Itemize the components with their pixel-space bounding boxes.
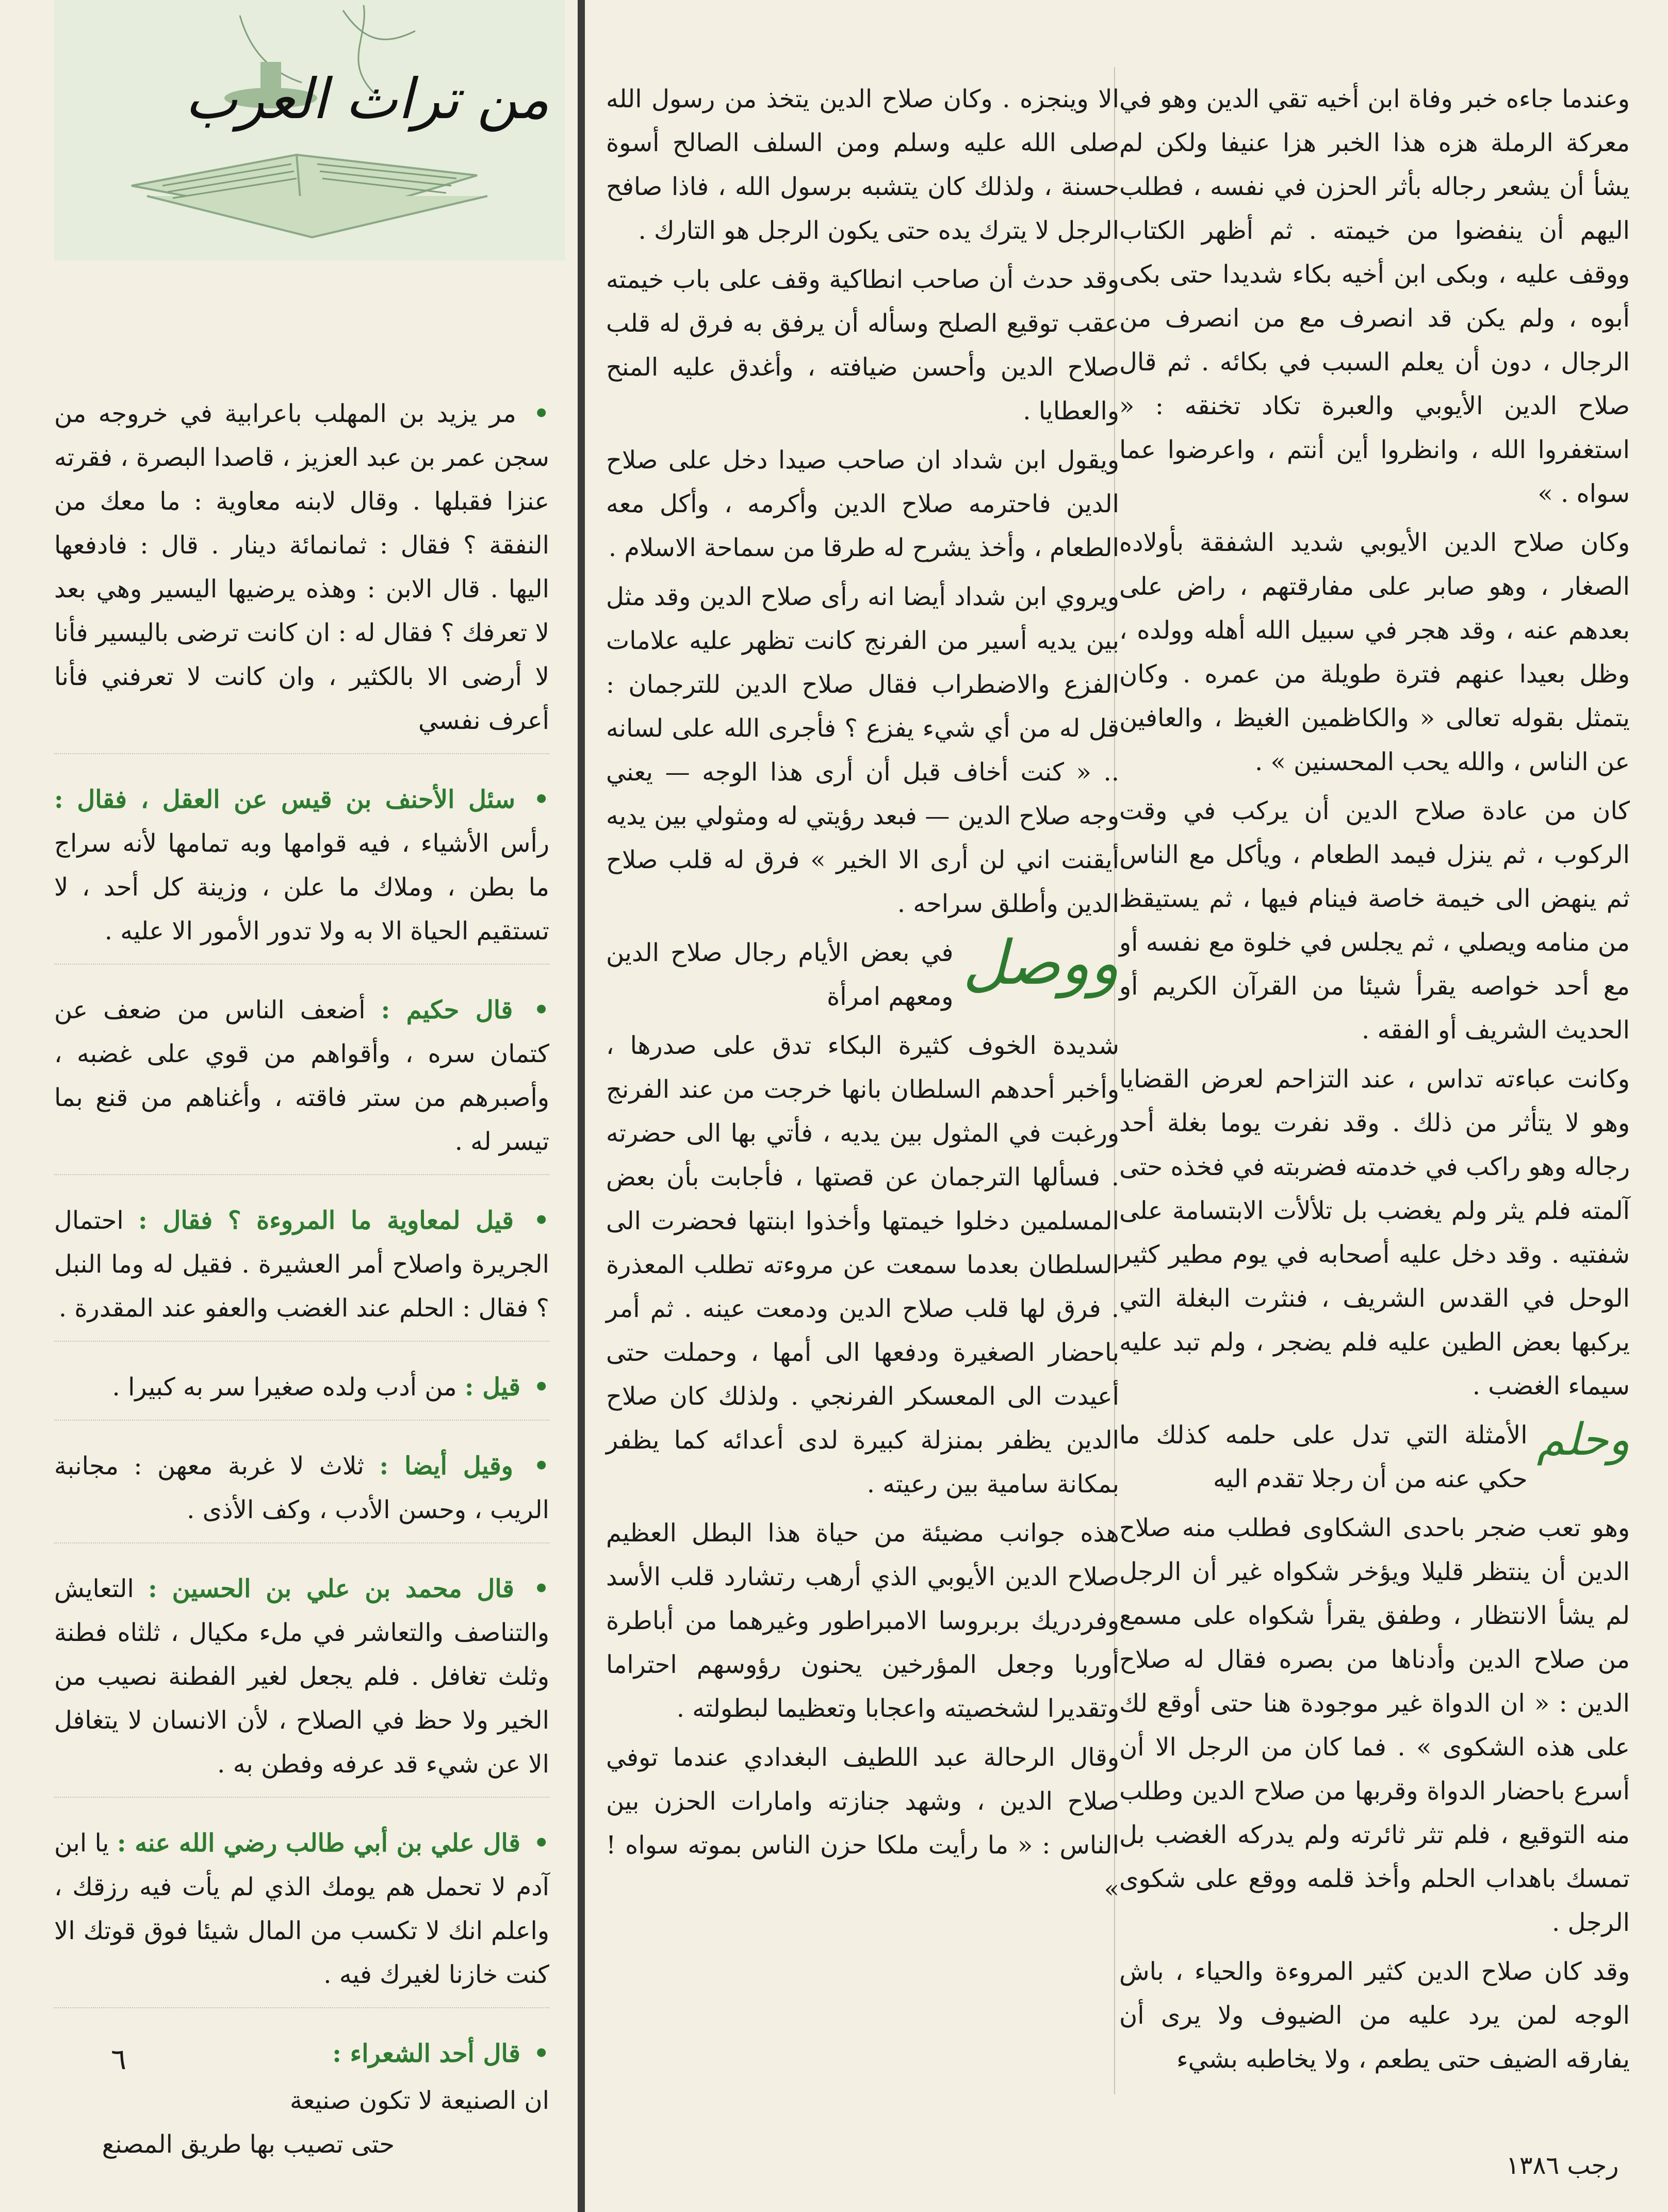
section-start [1119,1413,1630,1501]
list-item [54,1365,549,1421]
poem-verse [54,2079,549,2167]
item-lead: قال حكيم : [381,996,513,1024]
paragraph: وقد كان صلاح الدين كثير المروءة والحياء ، باش الوجه لمن يرد عليه من الضيوف ولا يرى أن يفارقه الضيف حتى يطعم ، ولا يخاطبه بشيء [1119,1957,1630,2074]
verse-line: حتى تصيب بها طريق المصنع [102,2130,395,2159]
bullet-icon: • [533,2039,549,2068]
right-column [1119,77,1630,2087]
section-mark: ووصل [962,927,1119,998]
paragraph: ويروي ابن شداد أيضا انه رأى صلاح الدين وقد مثل بين يديه أسير من الفرنج كانت تظهر عليه علامات الفزع والاضطراب فقال صلاح الدين للترجمان : قل له من أي شيء يفزع ؟ فأجرى الله على لسانه .. « كنت أخاف قبل أن أرى هذا الوجه — يعني وجه صلاح الدين — فبعد رؤيتي له ومثولي بين يديه أيقنت اني لن أرى الا الخير » فرق له قلب صلاح الدين وأطلق سراحه . [606,582,1120,918]
list-item [54,392,549,754]
list-item [54,1821,549,2008]
item-lead: سئل الأحنف بن قيس عن العقل ، فقال : [54,785,516,814]
paragraph: وعندما جاءه خبر وفاة ابن أخيه تقي الدين وهو في معركة الرملة هزه هذا الخبر هزا عنيفا ولكن لم يشأ أن يشعر رجاله بأثر الحزن في نفسه ، فطلب اليهم أن ينفضوا من خيمته . ثم أظهر الكتاب ووقف عليه ، وبكى ابن أخيه بكاء شديدا حتى بكى أبوه ، ولم يكن قد انصرف مع من انصرف من الرجال ، دون أن يعلم السبب في بكائه . ثم قال صلاح الدين الأيوبي والعبرة تكاد تخنقه : « استغفروا الله ، وانظروا أين أنتم ، واعرضوا عما سواه . » [1119,85,1630,508]
list-item [54,778,549,965]
bullet-icon: • [533,785,549,814]
page-fold-shadow [578,0,585,2212]
section-mark: وحلم [1536,1414,1630,1466]
paragraph: ويقول ابن شداد ان صاحب صيدا دخل على صلاح الدين فاحترمه صلاح الدين وأكرمه ، وأكل معه الطعام ، وأخذ يشرح له طرقا من سماحة الاسلام . [606,446,1119,562]
item-text: رأس الأشياء ، فيه قوامها وبه تمامها لأنه سراج ما بطن ، وملاك ما علن ، وزينة كل أحد ، لا تستقيم الحياة الا به ولا تدور الأمور الا عليه . [54,829,549,946]
paragraph: وقال الرحالة عبد اللطيف البغدادي عندما توفي صلاح الدين ، وشهد جنازته وامارات الحزن بين الناس : « ما رأيت ملكا حزن الناس بموته سواه ! » [606,1743,1119,1904]
item-text: احتمال الجريرة واصلاح أمر العشيرة . فقيل له وما النبل ؟ فقال : الحلم عند الغضب والعفو عند المقدرة . [54,1206,549,1323]
verse-line: ان الصنيعة لا تكون صنيعة [290,2086,549,2115]
bullet-icon: • [533,1206,550,1235]
item-text: من أدب ولده صغيرا سر به كبيرا . [112,1373,457,1402]
header-illustration [54,0,565,261]
section-lead: في بعض الأيام رجال صلاح الدين ومعهم امرأة [606,938,954,1011]
item-lead: قيل : [464,1373,521,1402]
bullet-icon: • [533,1452,549,1481]
middle-column [606,77,1119,1916]
item-text: التعايش والتناصف والتعاشر في ملء مكيال ، ثلثاه فطنة وثلث تغافل . فلم يجعل لغير الفطنة نصيب من الخير ولا حظ في الصلاح ، لأن الانسان لا يتغافل الا عن شيء قد عرفه وفطن به . [54,1574,549,1779]
bullet-icon: • [533,399,549,428]
item-text: يا ابن آدم لا تحمل هم يومك الذي لم يأت فيه رزقك ، واعلم انك لا تكسب من المال شيئا فوق قوتك الا كنت خازنا لغيرك فيه . [54,1829,549,1989]
left-column [54,392,549,2167]
item-lead: قال علي بن أبي طالب رضي الله عنه : [117,1829,521,1858]
paragraph: هذه جوانب مضيئة من حياة هذا البطل العظيم صلاح الدين الأيوبي الذي أرهب رتشارد قلب الأسد وفردريك بربروسا الامبراطور وغيرهما من أباطرة أوربا وجعل المؤرخين يحنون رؤوسهم احتراما وتقديرا لشخصيته واعجابا وتعظيما لبطولته . [606,1519,1119,1723]
paragraph: وكان صلاح الدين الأيوبي شديد الشفقة بأولاده الصغار ، وهو صابر على مفارقتهم ، راض على بعدهم عنه ، وقد هجر في سبيل الله أهله وولده ، وظل بعيدا عنهم فترة طويلة من عمره . وكان يتمثل بقوله تعالى « والكاظمين الغيظ ، والعافين عن الناس ، والله يحب المحسنين » . [1119,528,1630,776]
paragraph: وقد حدث أن صاحب انطاكية وقف على باب خيمته عقب توقيع الصلح وسأله أن يرفق به فرق له قلب صلاح الدين وأحسن ضيافته ، وأغدق عليه المنح والعطايا . [606,265,1119,426]
item-lead: قيل لمعاوية ما المروءة ؟ فقال : [138,1206,514,1235]
page-number: ٦ [111,2043,127,2076]
item-lead: قال أحد الشعراء : [332,2039,521,2068]
list-item [54,988,549,1175]
list-item [54,1567,549,1798]
item-text: ثلاث لا غربة معهن : مجانبة الريب ، وحسن الأدب ، وكف الأذى . [54,1452,549,1524]
item-text: أضعف الناس من ضعف عن كتمان سره ، وأقواهم من قوي على غضبه ، وأصبرهم من ستر فاقته ، وأغناهم من قنع بما تيسر له . [54,996,549,1156]
section-lead: الأمثلة التي تدل على حلمه كذلك ما حكي عنه من أن رجلا تقدم اليه [1119,1421,1528,1493]
paragraph: الا وينجزه . وكان صلاح الدين يتخذ من رسول الله صلى الله عليه وسلم ومن السلف الصالح أسوة حسنة ، ولذلك كان يتشبه برسول الله ، فاذا صافح الرجل لا يترك يده حتى يكون الرجل هو التارك . [606,85,1120,245]
list-item [54,2032,549,2076]
bullet-icon: • [533,1829,550,1858]
list-item [54,1444,549,1543]
item-text: مر يزيد بن المهلب باعرابية في خروجه من سجن عمر بن عبد العزيز ، قاصدا البصرة ، فقرته عنزا فقبلها . وقال لابنه معاوية : ما معك من النفقة ؟ فقال : ثمانمائة دينار . قال : فادفعها اليها . قال الابن : وهذه يرضيها اليسير وهي بعد لا تعرفك ؟ فقال له : ان كانت ترضى باليسير فأنا لا أرضى الا بالكثير ، وان كانت لا تعرفني فأنا أعرف نفسي [54,399,549,735]
bullet-icon: • [533,1373,549,1402]
item-lead: وقيل أيضا : [379,1452,513,1481]
section-title: من تراث العرب [185,67,549,132]
issue-date: رجب ١٣٨٦ [1506,2151,1619,2180]
item-lead: قال محمد بن علي بن الحسين : [148,1574,514,1603]
section-start [606,927,1119,1019]
bullet-icon: • [533,996,549,1024]
paragraph: وهو تعب ضجر باحدى الشكاوى فطلب منه صلاح الدين أن ينتظر قليلا ويؤخر شكواه غير أن الرجل لم يشأ الانتظار ، وطفق يقرأ شكواه على مسمع من صلاح الدين وأدناها من بصره فقال له صلاح الدين : « ان الدواة غير موجودة هنا حتى أوقع لك على هذه الشكوى » . فما كان من الرجل الا أن أسرع باحضار الدواة وقربها من صلاح الدين وطلب منه التوقيع ، فلم تثر ثائرته ولم يدركه الغضب بل تمسك باهداب الحلم وأخذ قلمه ووقع على شكوى الرجل . [1119,1514,1630,1937]
paragraph: شديدة الخوف كثيرة البكاء تدق على صدرها ، وأخبر أحدهم السلطان بانها خرجت من عند الفرنج ورغبت في المثول بين يديه ، فأتي بها الى حضرته . فسألها الترجمان عن قصتها ، فأجابت بأن بعض المسلمين دخلوا خيمتها وأخذوا ابنتها فحضرت الى السلطان بعدما سمعت عن مروءته تطلب المعذرة . فرق لها قلب صلاح الدين ودمعت عينه . ثم أمر باحضار الصغيرة ودفعها الى أمها ، وحملت حتى أعيدت الى المعسكر الفرنجي . ولذلك كان صلاح الدين يظفر بمنزلة كبيرة لدى أعدائه كما يظفر بمكانة سامية بين رعيته . [606,1031,1119,1499]
paragraph: وكانت عباءته تداس ، عند التزاحم لعرض القضايا وهو لا يتأثر من ذلك . وقد نفرت يوما بغلة أحد رجاله وهو راكب في خدمته فضربته في فخذه حتى آلمته فلم يثر ولم يغضب بل تلألأت الابتسامة على شفتيه . وقد دخل عليه أصحابه في يوم مطير كثير الوحل في القدس الشريف ، فنثرت البغلة التي يركبها بعض الطين عليه فلم يضجر ، ولم تبد عليه سيماء الغضب . [1119,1065,1630,1401]
list-item [54,1199,549,1342]
paragraph: كان من عادة صلاح الدين أن يركب في وقت الركوب ، ثم ينزل فيمد الطعام ، ويأكل مع الناس ثم ينهض الى خيمة خاصة فينام فيها ، ثم يستيقظ من منامه ويصلي ، ثم يجلس في خلوة مع نفسه أو مع أحد خواصه يقرأ شيئا من القرآن الكريم أو الحديث الشريف أو الفقه . [1119,796,1630,1045]
bullet-icon: • [533,1574,549,1603]
